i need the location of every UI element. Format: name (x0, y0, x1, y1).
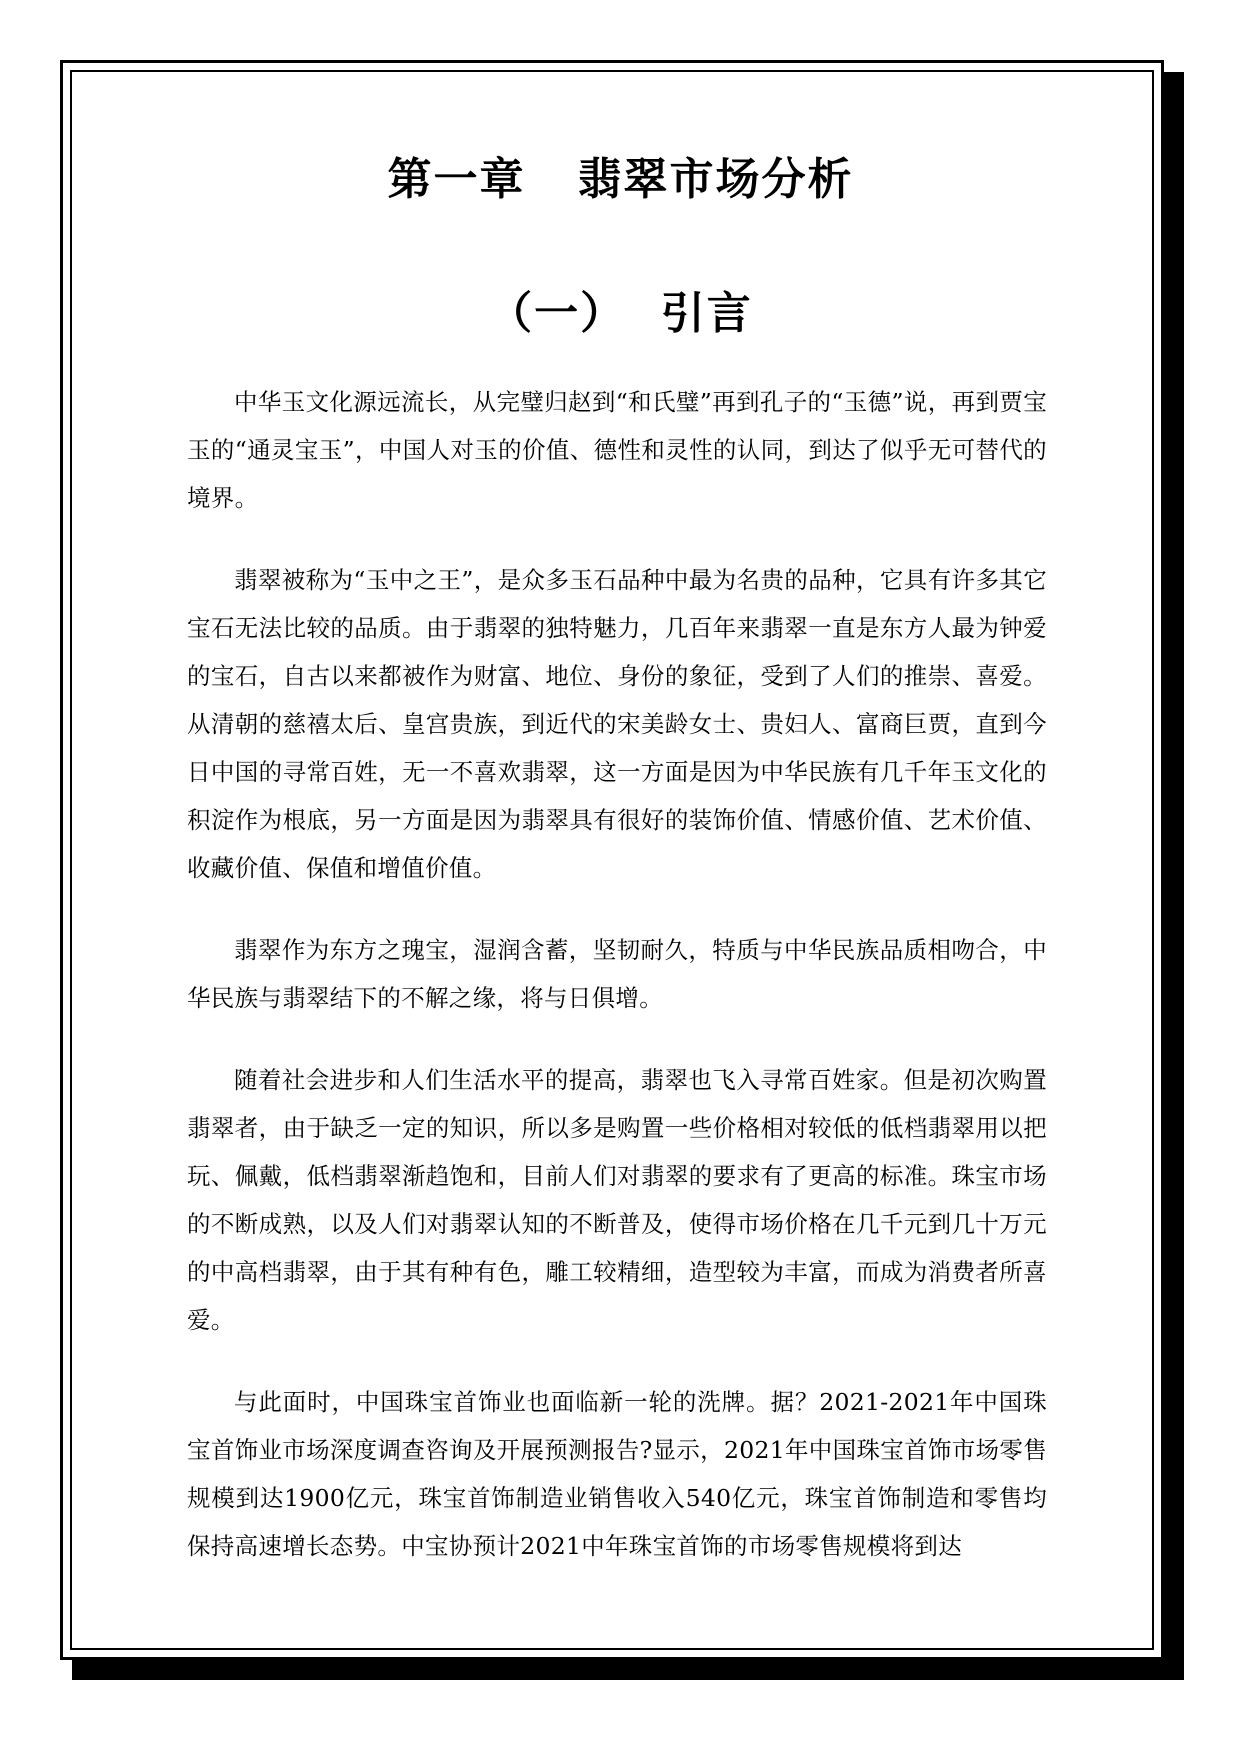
chapter-title: 第一章 翡翠市场分析 (387, 154, 854, 205)
paragraph-5: 与此面时，中国珠宝首饰业也面临新一轮的洗牌。据？2021-2021年中国珠宝首饰业市场深度调查咨询及开展预测报告?显示，2021年中国珠宝首饰市场零售规模到达1900亿元，珠宝首饰制造业销售收入540亿元，珠宝首饰制造和零售均保持高速增长态势。中宝协预计2021中年珠宝首饰的市场零售规模将到达 (187, 1388, 1047, 1560)
paragraph-3: 翡翠作为东方之瑰宝，湿润含蓄，坚韧耐久，特质与中华民族品质相吻合，中华民族与翡翠结下的不解之缘，将与日俱增。 (187, 936, 1047, 1012)
section-title: （一） 引言 (488, 288, 753, 339)
paragraph-4: 随着社会进步和人们生活水平的提高，翡翠也飞入寻常百姓家。但是初次购置翡翠者，由于缺乏一定的知识，所以多是购置一些价格相对较低的低档翡翠用以把玩、佩戴，低档翡翠渐趋饱和，目前人们对翡翠的要求有了更高的标准。珠宝市场的不断成熟，以及人们对翡翠认知的不断普及，使得市场价格在几千元到几十万元的中高档翡翠，由于其有种有色，雕工较精细，造型较为丰富，而成为消费者所喜爱。 (187, 1066, 1047, 1334)
paragraph-1: 中华玉文化源远流长，从完璧归赵到“和氏璧”再到孔子的“玉德”说，再到贾宝玉的“通灵宝玉”，中国人对玉的价值、德性和灵性的认同，到达了似乎无可替代的境界。 (187, 388, 1047, 512)
body-text (187, 378, 1047, 1604)
paragraph-2: 翡翠被称为“玉中之王”，是众多玉石品种中最为名贵的品种，它具有许多其它宝石无法比较的品质。由于翡翠的独特魅力，几百年来翡翠一直是东方人最为钟爱的宝石，自古以来都被作为财富、地位、身份的象征，受到了人们的推崇、喜爱。从清朝的慈禧太后、皇宫贵族，到近代的宋美龄女士、贵妇人、富商巨贾，直到今日中国的寻常百姓，无一不喜欢翡翠，这一方面是因为中华民族有几千年玉文化的积淀作为根底，另一方面是因为翡翠具有很好的装饰价值、情感价值、艺术价值、收藏价值、保值和增值价值。 (187, 566, 1047, 882)
